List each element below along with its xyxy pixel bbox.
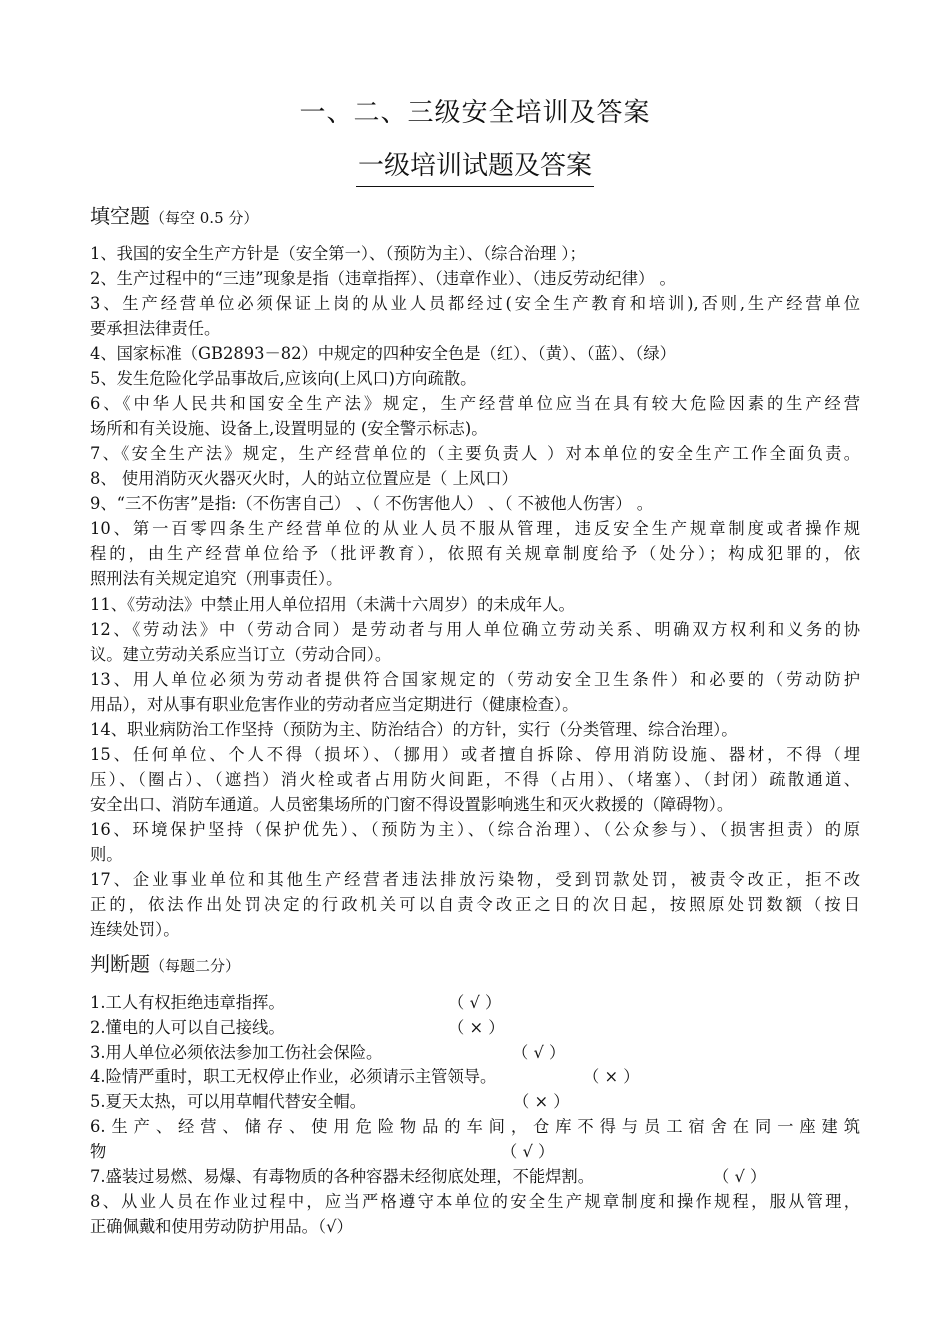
document-subtitle [0,145,950,187]
fill-line: 连续处罚）。 [90,920,180,939]
judge-item-answer: （ √ ） [512,1043,566,1062]
judge-heading-note: （每题二分） [150,957,241,975]
fill-line: 14、职业病防治工作坚持（预防为主、防治结合）的方针，实行（分类管理、综合治理）。 [90,720,738,739]
fill-line: 11、《劳动法》中禁止用人单位招用（未满十六周岁）的未成年人。 [90,595,575,614]
fill-line: 7、《安全生产法》规定，生产经营单位的（主要负责人 ）对本单位的安全生产工作全面负责。 [90,444,860,463]
fill-line: 5、发生危险化学品事故后,应该向(上风口)方向疏散。 [90,369,477,388]
fill-line: 2、生产过程中的“三违”现象是指（违章指挥）、（违章作业）、（违反劳动纪律） 。 [90,269,676,288]
fill-line: 正的，依法作出处罚决定的行政机关可以自责令改正之日的次日起，按照原处罚数额（按日 [90,895,860,914]
fill-line: 程的，由生产经营单位给予（批评教育），依照有关规章制度给予（处分）；构成犯罪的，依 [90,544,860,563]
fill-line: 9、“三不伤害”是指:（不伤害自己） 、（ 不伤害他人） 、（ 不被他人伤害） 。 [90,494,654,513]
fill-line: 压）、（圈占）、（遮挡）消火栓或者占用防火间距，不得（占用）、（堵塞）、（封闭）疏散通道、 [90,770,860,789]
judge-item-answer: （ √ ） [501,1142,555,1161]
judge-item-text: 6.生产、经营、储存、使用危险物品的车间，仓库不得与员工宿舍在同一座建筑 [90,1117,860,1136]
judge-item-answer: （ √ ） [448,993,502,1012]
fill-line: 17、企业事业单位和其他生产经营者违法排放污染物，受到罚款处罚，被责令改正，拒不改 [90,870,860,889]
judge-item-text: 1.工人有权拒绝违章指挥。 [90,993,285,1012]
judge-item-text: 正确佩戴和使用劳动防护用品。（√） [90,1217,353,1236]
judge-item-text: 2.懂电的人可以自己接线。 [90,1018,285,1037]
subtitle-text: 一级培训试题及答案 [356,145,594,187]
fill-line: 场所和有关设施、设备上,设置明显的 (安全警示标志)。 [90,419,488,438]
judge-heading-text: 判断题 [90,952,150,976]
fill-line: 3、生产经营单位必须保证上岗的从业人员都经过(安全生产教育和培训),否则,生产经营单位 [90,294,860,313]
judge-item-answer: （ √ ） [713,1167,767,1186]
fill-line: 议。建立劳动关系应当订立（劳动合同）。 [90,645,392,664]
fill-line: 用品），对从事有职业危害作业的劳动者应当定期进行（健康检查）。 [90,695,579,714]
judge-item-text: 3.用人单位必须依法参加工伤社会保险。 [90,1043,383,1062]
fill-line: 6、《中华人民共和国安全生产法》规定，生产经营单位应当在具有较大危险因素的生产经营 [90,394,860,413]
fill-line: 8、 使用消防灭火器灭火时，人的站立位置应是（ 上风口） [90,469,518,488]
judge-item-answer: （ × ） [583,1067,640,1086]
fill-line: 则。 [90,845,123,864]
fill-heading-note: （每空 0.5 分） [150,209,259,227]
fill-line: 13、用人单位必须为劳动者提供符合国家规定的（劳动安全卫生条件）和必要的（劳动防护 [90,670,860,689]
judge-item-text: 8、从业人员在作业过程中，应当严格遵守本单位的安全生产规章制度和操作规程，服从管理， [90,1192,860,1211]
judge-item-answer: （ × ） [448,1018,505,1037]
fill-line: 要承担法律责任。 [90,319,221,338]
judge-item-text: 7.盛装过易燃、易爆、有毒物质的各种容器未经彻底处理，不能焊割。 [90,1167,594,1186]
fill-line: 4、国家标准（GB2893－82）中规定的四种安全色是（红）、（黄）、（蓝）、（绿） [90,344,676,363]
document-title: 一、二、三级安全培训及答案 [299,98,651,128]
fill-line: 15、任何单位、个人不得（损坏）、（挪用）或者擅自拆除、停用消防设施、器材，不得（埋 [90,745,860,764]
judge-item-text: 4.险情严重时，职工无权停止作业，必须请示主管领导。 [90,1067,497,1086]
fill-section-heading [90,200,258,229]
fill-heading-text: 填空题 [90,204,150,228]
judge-section-heading [90,948,240,977]
fill-line: 10、第一百零四条生产经营单位的从业人员不服从管理，违反安全生产规章制度或者操作规 [90,519,860,538]
fill-line: 照刑法有关规定追究（刑事责任）。 [90,569,343,588]
fill-line: 16、环境保护坚持（保护优先）、（预防为主）、（综合治理）、（公众参与）、（损害担责）的原 [90,820,860,839]
judge-item-answer: （ × ） [513,1092,570,1111]
fill-line: 安全出口、消防车通道。人员密集场所的门窗不得设置影响逃生和灭火救援的（障碍物）。 [90,795,734,814]
fill-line: 1、我国的安全生产方针是（安全第一）、（预防为主）、（综合治理 ）； [90,244,586,263]
judge-item-text: 5.夏天太热，可以用草帽代替安全帽。 [90,1092,367,1111]
fill-line: 12、《劳动法》中（劳动合同）是劳动者与用人单位确立劳动关系、明确双方权利和义务的协 [90,620,860,639]
judge-item-text: 物 [90,1142,107,1161]
